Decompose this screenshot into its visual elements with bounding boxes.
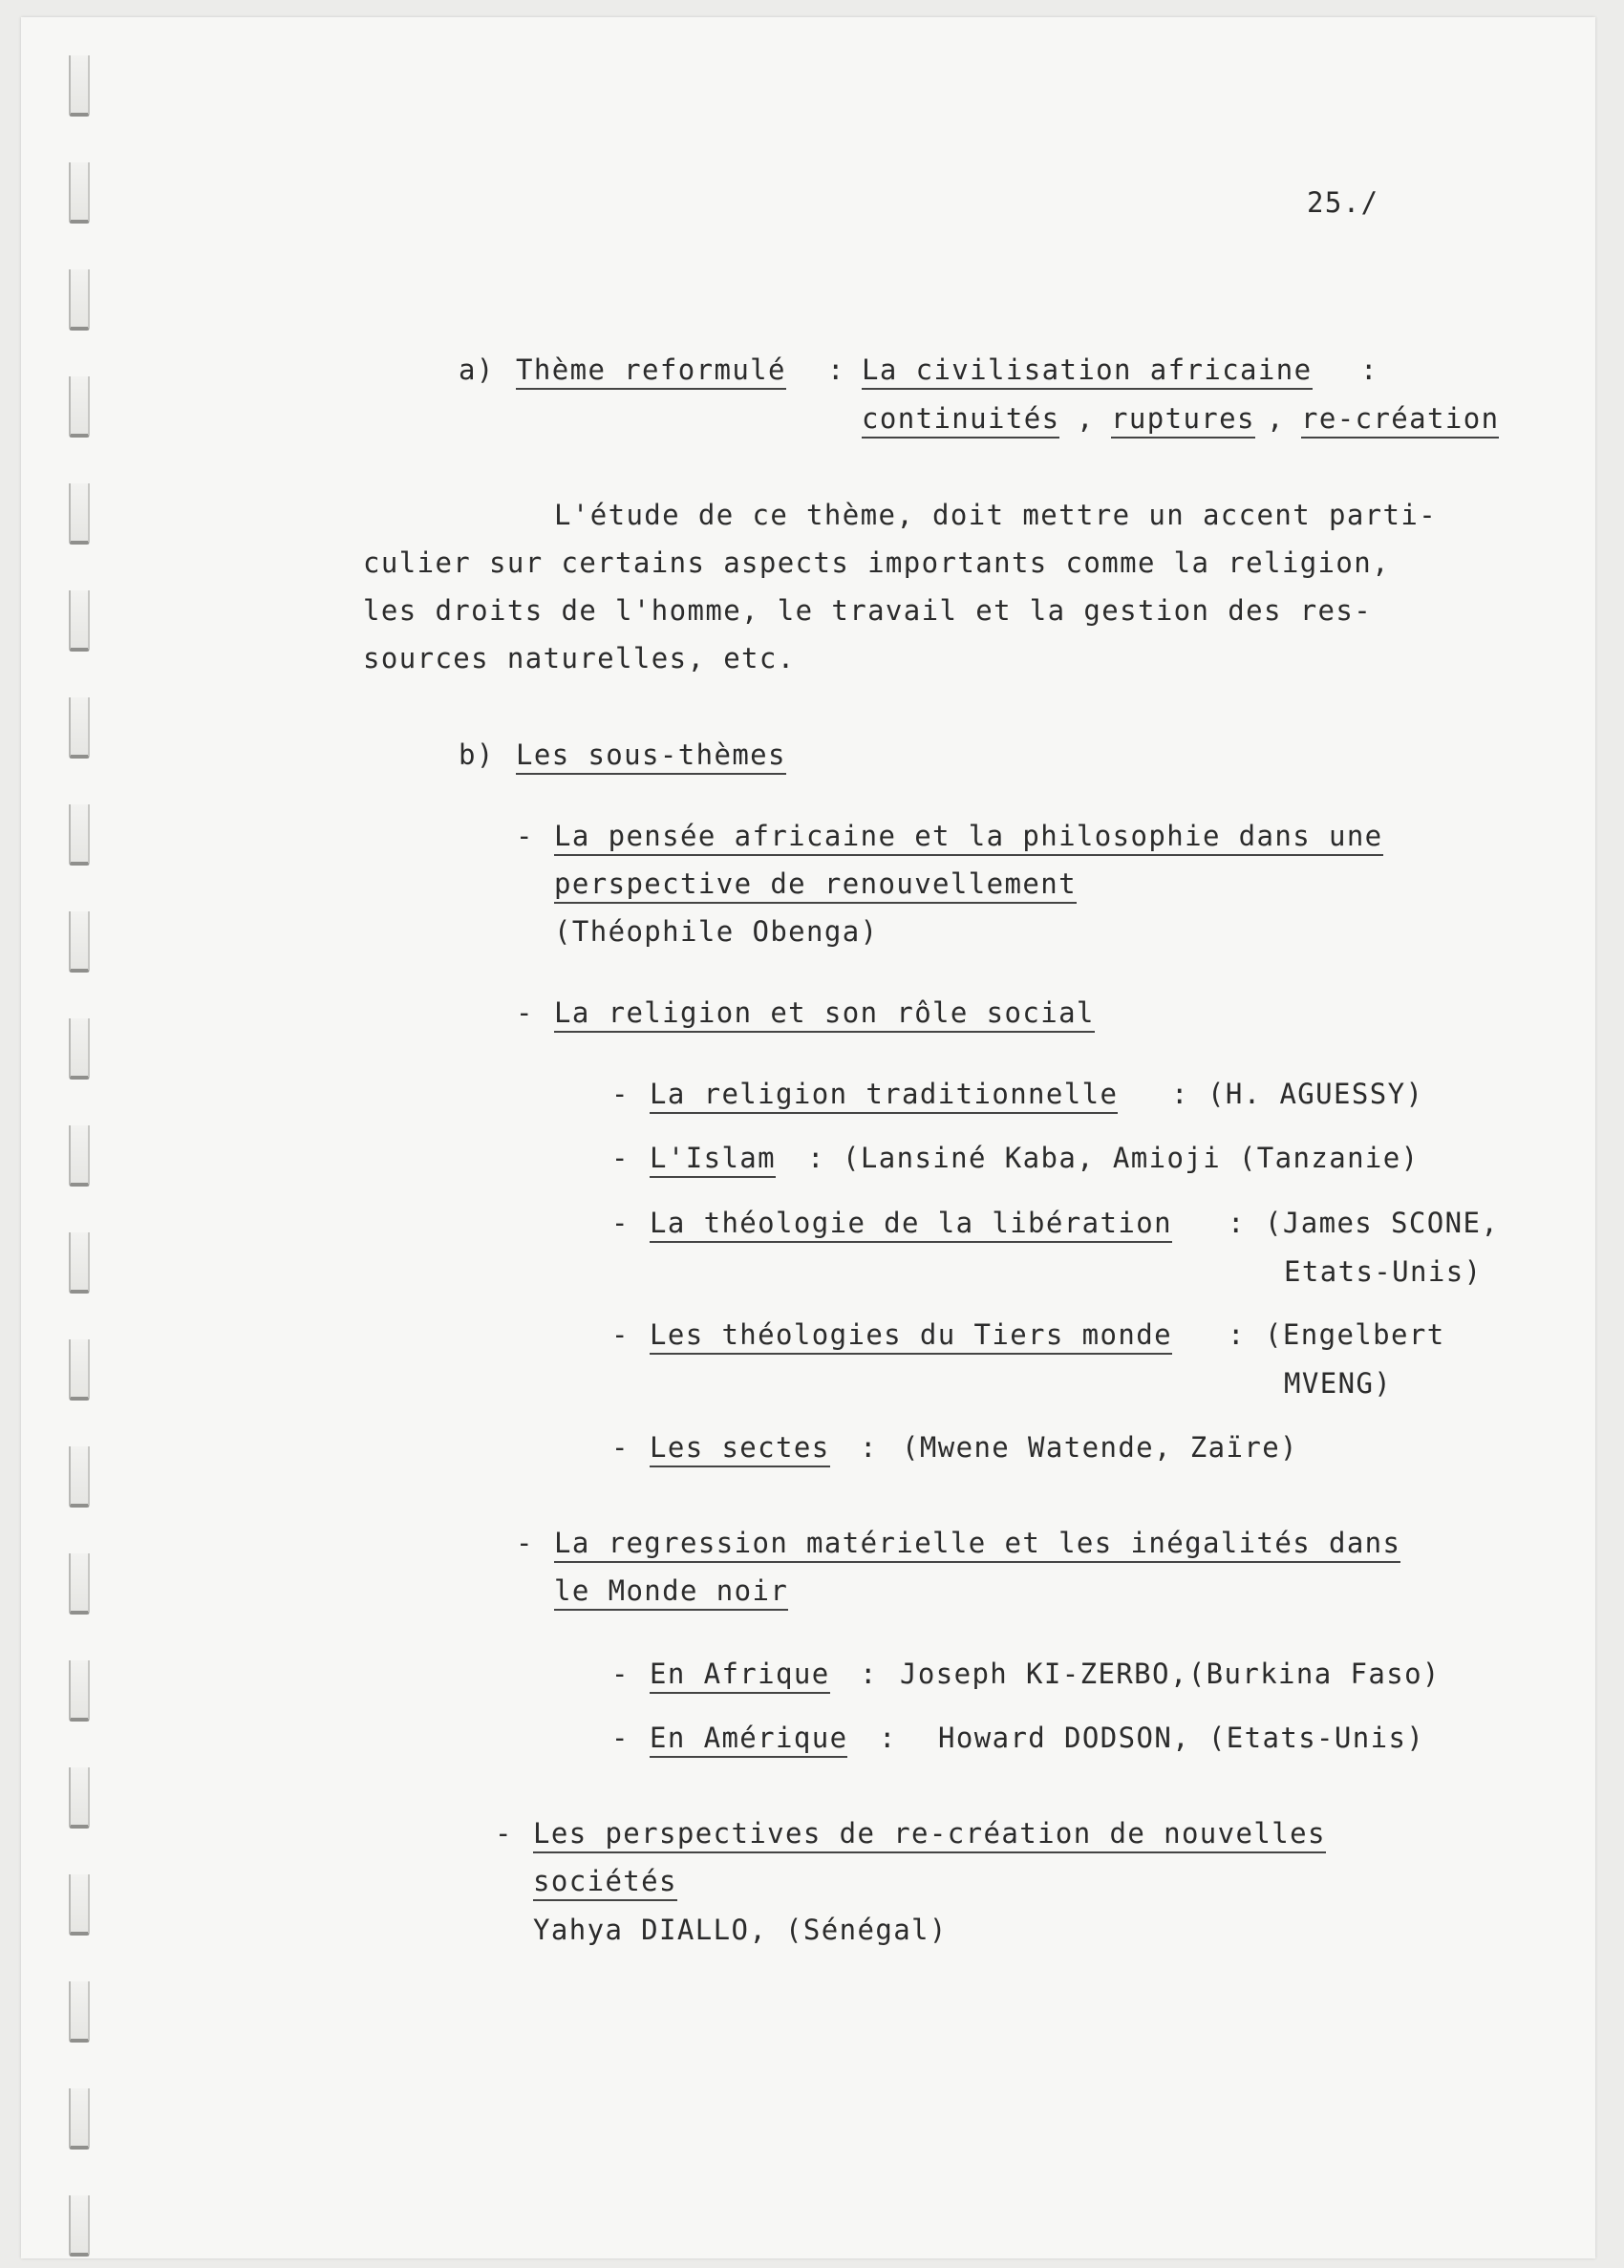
list-dash: - (516, 820, 534, 852)
subtheme-title: La religion et son rôle social (554, 996, 1095, 1033)
page-number: 25./ (1307, 186, 1379, 219)
paragraph-line: sources naturelles, etc. (363, 642, 796, 674)
sublist-author: (James SCONE, (1265, 1207, 1500, 1239)
sublist-author: Joseph KI-ZERBO,(Burkina Faso) (900, 1658, 1441, 1690)
subtheme-author: Yahya DIALLO, (Sénégal) (533, 1914, 948, 1946)
binding-hole (69, 2088, 90, 2150)
sublist-dash: - (611, 1431, 630, 1464)
theme-comma: , (1267, 402, 1285, 435)
sublist-colon: : (1228, 1318, 1246, 1351)
binding-hole (69, 590, 90, 652)
subtheme-title: Les perspectives de re-création de nouvelles (533, 1817, 1326, 1853)
subtheme-title: sociétés (533, 1865, 677, 1901)
binding-hole (69, 1018, 90, 1080)
sublist-colon: : (1228, 1207, 1246, 1239)
binding-hole (69, 55, 90, 117)
sublist-title: En Amérique (650, 1722, 847, 1758)
binding-hole (69, 2195, 90, 2257)
sublist-author: Howard DODSON, (Etats-Unis) (938, 1722, 1425, 1754)
paragraph-line: les droits de l'homme, le travail et la gestion des res- (363, 594, 1373, 627)
subtheme-author: (Théophile Obenga) (554, 915, 879, 948)
binding-hole (69, 697, 90, 759)
theme-term-continuites: continuités (862, 402, 1059, 439)
subtheme-title: perspective de renouvellement (554, 867, 1077, 904)
sublist-author: (H. AGUESSY) (1207, 1078, 1424, 1110)
binding-hole (69, 1767, 90, 1829)
sublist-dash: - (611, 1078, 630, 1110)
sublist-colon: : (860, 1658, 878, 1690)
binding-hole (69, 1981, 90, 2043)
list-dash: - (516, 1527, 534, 1559)
sublist-title: En Afrique (650, 1658, 830, 1694)
binding-hole (69, 376, 90, 438)
sublist-title: L'Islam (650, 1142, 776, 1178)
binding-hole (69, 1553, 90, 1615)
sublist-title: La religion traditionnelle (650, 1078, 1118, 1114)
sublist-dash: - (611, 1658, 630, 1690)
section-b-marker: b) (459, 738, 495, 771)
sublist-title: La théologie de la libération (650, 1207, 1172, 1243)
sublist-dash: - (611, 1722, 630, 1754)
section-b-label: Les sous-thèmes (516, 738, 786, 775)
binding-hole (69, 804, 90, 866)
sublist-colon: : (860, 1431, 878, 1464)
sublist-colon: : (879, 1722, 897, 1754)
theme-term-recreation: re-création (1301, 402, 1499, 439)
subtheme-title: le Monde noir (554, 1574, 788, 1611)
paragraph-line: culier sur certains aspects importants comme la religion, (363, 546, 1390, 579)
binding-holes (69, 55, 97, 2253)
theme-title: La civilisation africaine (862, 353, 1313, 390)
binding-hole (69, 911, 90, 973)
sublist-author: MVENG) (1284, 1367, 1393, 1400)
binding-hole (69, 1660, 90, 1722)
binding-hole (69, 162, 90, 224)
list-dash: - (516, 996, 534, 1029)
binding-hole (69, 1446, 90, 1508)
binding-hole (69, 1339, 90, 1401)
sublist-title: Les théologies du Tiers monde (650, 1318, 1172, 1355)
sublist-dash: - (611, 1318, 630, 1351)
binding-hole (69, 1874, 90, 1936)
theme-title-colon: : (1360, 353, 1378, 386)
section-a-colon: : (827, 353, 845, 386)
binding-hole (69, 483, 90, 545)
sublist-colon: : (807, 1142, 825, 1174)
subtheme-title: La pensée africaine et la philosophie dans une (554, 820, 1383, 856)
sublist-dash: - (611, 1142, 630, 1174)
sublist-dash: - (611, 1207, 630, 1239)
list-dash: - (495, 1817, 513, 1850)
sublist-author: (Lansiné Kaba, Amioji (Tanzanie) (843, 1142, 1420, 1174)
theme-term-ruptures: ruptures (1111, 402, 1255, 439)
sublist-author: Etats-Unis) (1284, 1255, 1483, 1288)
theme-comma: , (1077, 402, 1095, 435)
section-a-label: Thème reformulé (516, 353, 786, 390)
sublist-title: Les sectes (650, 1431, 830, 1467)
sublist-colon: : (1171, 1078, 1189, 1110)
binding-hole (69, 269, 90, 331)
binding-hole (69, 1232, 90, 1294)
sublist-author: (Mwene Watende, Zaïre) (902, 1431, 1298, 1464)
binding-hole (69, 1125, 90, 1187)
sublist-author: (Engelbert (1265, 1318, 1445, 1351)
paragraph-line: L'étude de ce thème, doit mettre un accent parti- (554, 499, 1438, 531)
subtheme-title: La regression matérielle et les inégalités dans (554, 1527, 1400, 1563)
section-a-marker: a) (459, 353, 495, 386)
